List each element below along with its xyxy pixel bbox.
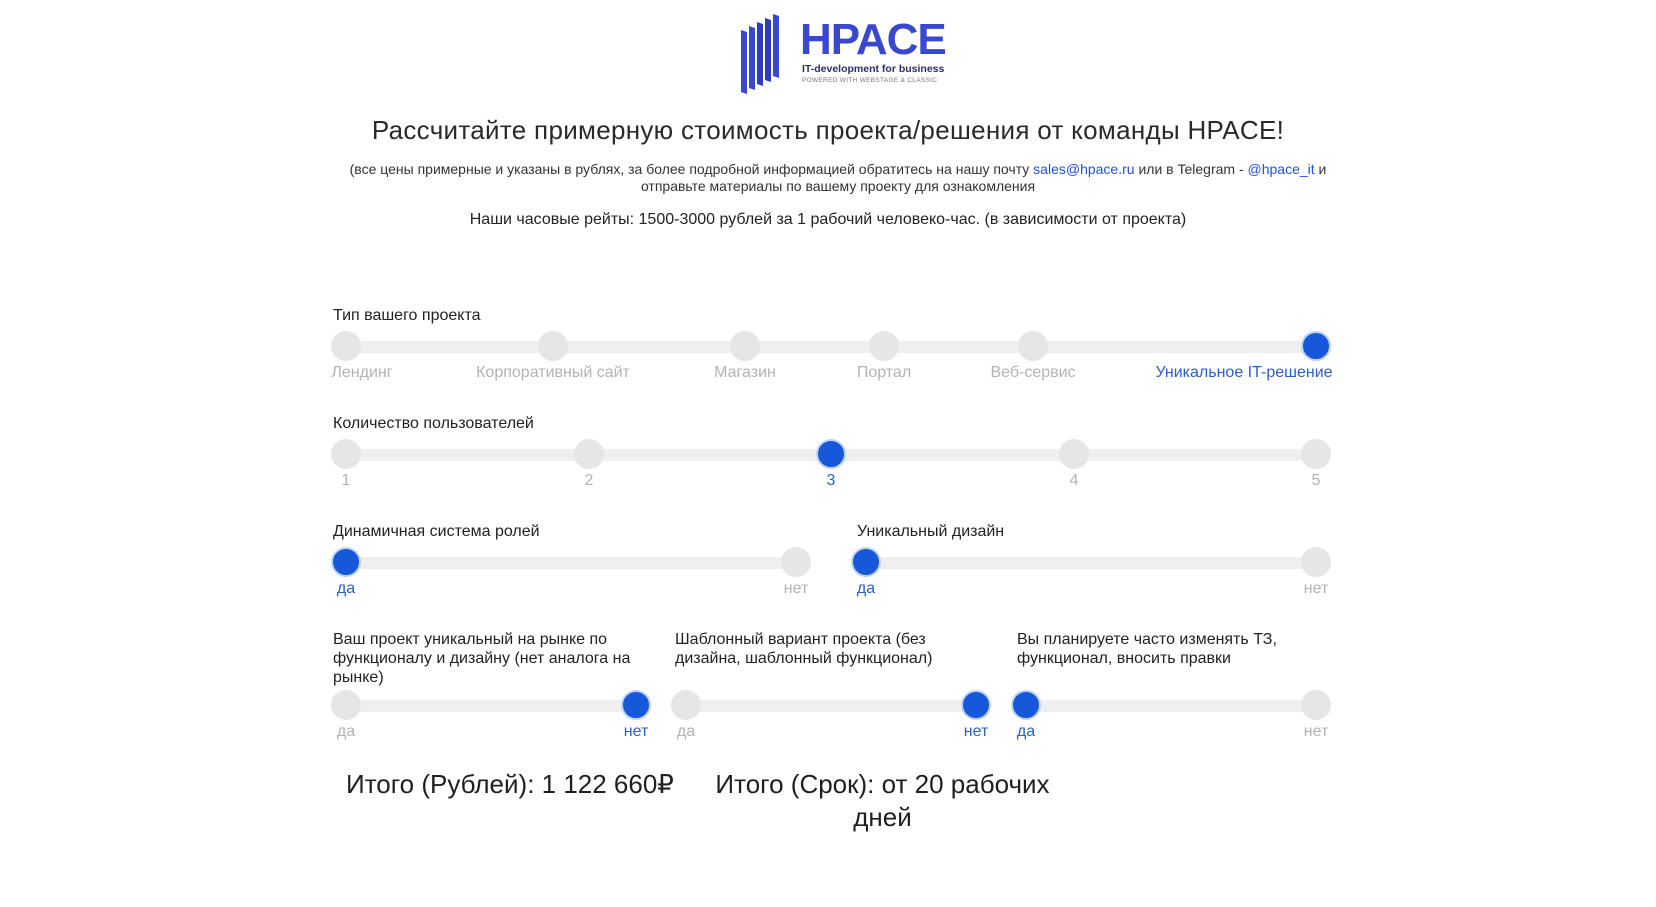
telegram-link[interactable]: @hpace_it [1247,161,1315,177]
slider-label: Количество пользователей [333,415,534,432]
slider-label: Динамичная система ролей [333,523,540,540]
slider-option-label[interactable]: 5 [1311,472,1321,489]
slider-step[interactable] [574,439,604,469]
slider-step[interactable] [869,331,899,361]
slider-option-label[interactable]: Магазин [714,364,776,381]
slider-track[interactable] [346,341,1326,353]
logo-brand: HPACE [800,15,946,64]
slider-step[interactable] [1301,439,1331,469]
slider-step[interactable] [1018,331,1048,361]
slider-option-label[interactable]: 1 [341,472,351,489]
slider-handle[interactable] [851,547,881,577]
info-note [338,161,1338,195]
note-text-2: или в Telegram - [1134,161,1248,177]
slider-option-label[interactable]: нет [783,580,809,597]
slider-option-label[interactable]: нет [1303,723,1329,740]
slider-handle[interactable] [331,547,361,577]
slider-option-label[interactable]: да [856,580,876,597]
note-text-3: и отправьте материалы по вашему проекту для ознакомления [640,161,1327,194]
slider-handle[interactable] [621,690,651,720]
page-title: Рассчитайте примерную стоимость проекта/решения от команды HPACE! [371,115,1285,145]
slider-step[interactable] [331,690,361,720]
email-link[interactable]: sales@hpace.ru [1033,161,1135,177]
slider-option-label[interactable]: Корпоративный сайт [476,364,630,381]
slider-step[interactable] [671,690,701,720]
slider-option-label[interactable]: да [676,723,696,740]
slider-label: Шаблонный вариант проекта (без дизайна, шаблонный функционал) [675,631,933,667]
slider-track[interactable] [688,700,980,712]
slider-option-label[interactable]: 3 [826,472,836,489]
slider-step[interactable] [781,547,811,577]
slider-step[interactable] [1301,690,1331,720]
slider-handle[interactable] [816,439,846,469]
slider-label: Уникальный дизайн [857,523,1005,540]
slider-label: Вы планируете часто изменять ТЗ, функционал, вносить правки [1017,631,1277,667]
slider-handle[interactable] [1301,331,1331,361]
slider-track[interactable] [870,557,1326,569]
slider-option-label[interactable]: 2 [584,472,594,489]
slider-handle[interactable] [961,690,991,720]
slider-label: Тип вашего проекта [333,307,481,324]
hourly-rates: Наши часовые рейты: 1500-3000 рублей за 1 рабочий человеко-час. (в зависимости от проекта) [469,211,1187,228]
note-text-1: (все цены примерные и указаны в рублях, за более подробной информацией обратитесь на нашу почту [349,161,1034,177]
slider-option-label[interactable]: 4 [1069,472,1079,489]
hpace-logo-icon [735,14,787,100]
slider-step[interactable] [730,331,760,361]
total-term: Итого (Срок): от 20 рабочих дней [715,769,1050,832]
slider-label: Ваш проект уникальный на рынке по функционалу и дизайну (нет аналога на рынке) [333,631,631,686]
slider-step[interactable] [538,331,568,361]
logo-powered: POWERED WITH WEBSTAGE & CLASSIC [802,77,938,84]
slider-option-label[interactable]: Портал [856,364,912,381]
slider-option-label[interactable]: Веб-сервис [990,364,1076,381]
slider-option-label[interactable]: Лендинг [331,364,393,381]
slider-option-label[interactable]: Уникальное IT-решение [1155,364,1333,381]
slider-option-label[interactable]: да [1016,723,1036,740]
slider-step[interactable] [331,331,361,361]
slider-option-label[interactable]: нет [1303,580,1329,597]
slider-track[interactable] [1030,700,1326,712]
slider-step[interactable] [1059,439,1089,469]
slider-track[interactable] [346,557,811,569]
slider-track[interactable] [346,700,638,712]
slider-option-label[interactable]: нет [963,723,989,740]
slider-step[interactable] [331,439,361,469]
logo[interactable] [735,14,955,100]
slider-handle[interactable] [1011,690,1041,720]
slider-step[interactable] [1301,547,1331,577]
slider-option-label[interactable]: да [336,723,356,740]
slider-option-label[interactable]: да [336,580,356,597]
logo-tagline: IT-development for business [802,63,945,75]
slider-option-label[interactable]: нет [623,723,649,740]
total-price: Итого (Рублей): 1 122 660₽ [346,769,674,799]
